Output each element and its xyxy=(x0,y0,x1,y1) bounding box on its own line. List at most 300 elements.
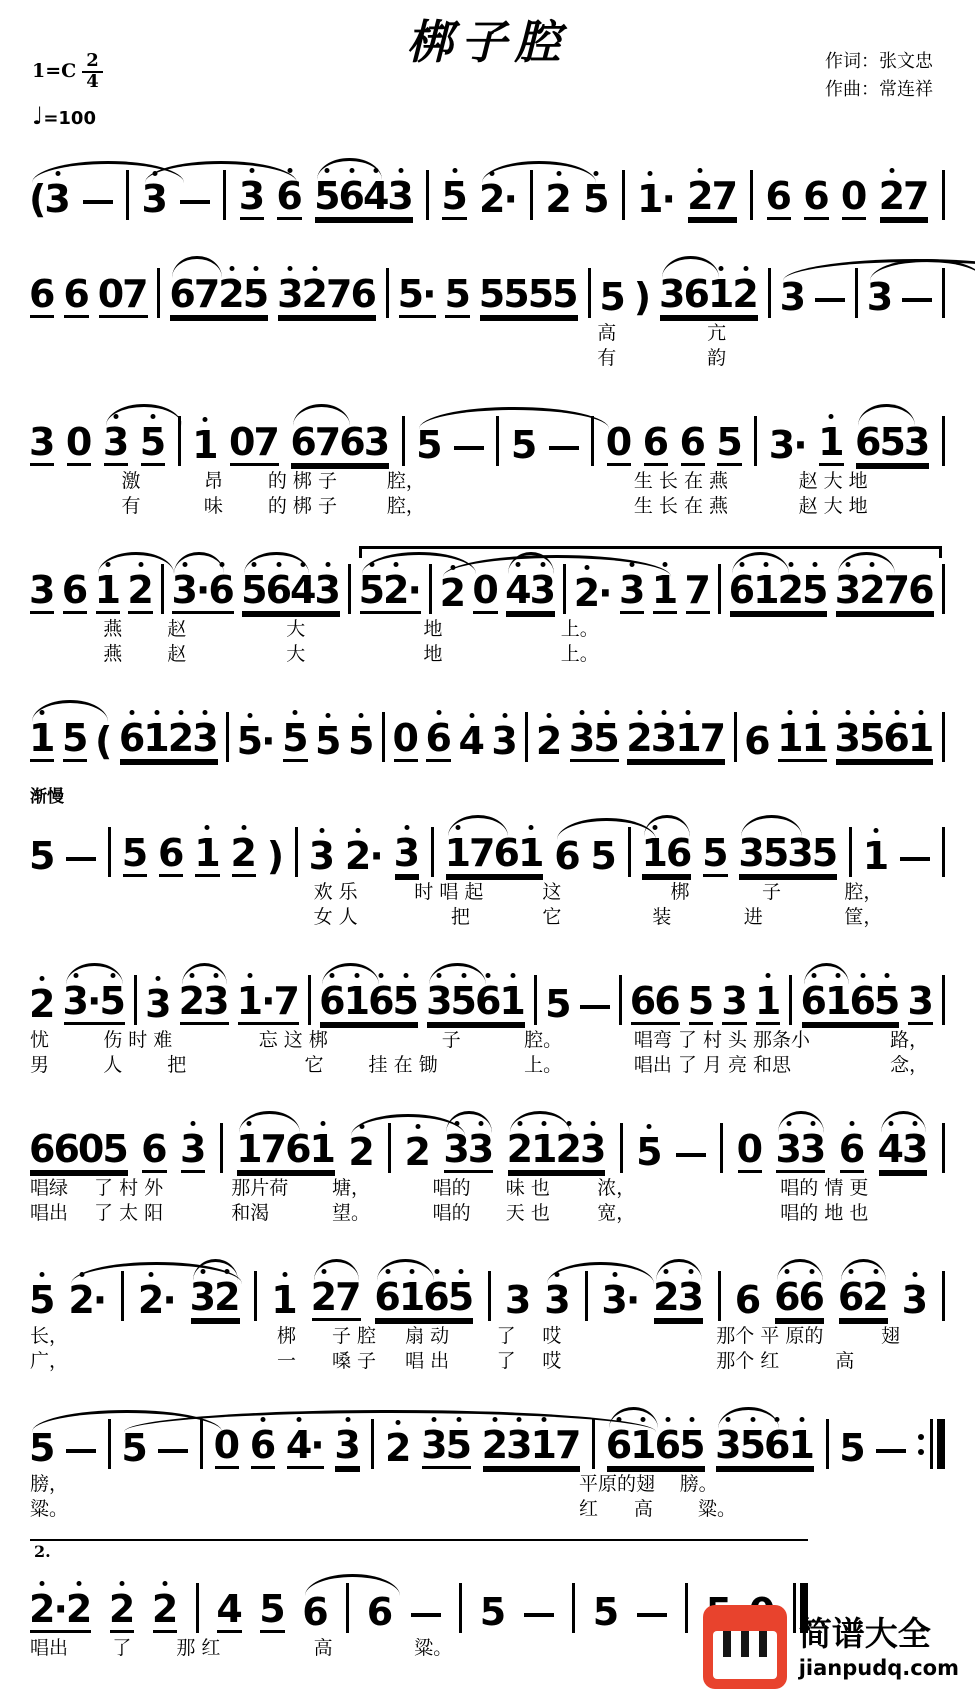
note-token: 5 6 4 3 xyxy=(315,177,413,220)
lyric-segment: 赵 大 地 xyxy=(798,495,868,517)
lyric-segment: 广， xyxy=(30,1350,69,1372)
note-token: 2 7 xyxy=(312,1278,361,1321)
barline xyxy=(226,712,229,762)
note-token: 6 xyxy=(29,272,56,316)
lyric-segment: 把 xyxy=(167,1054,187,1076)
note-token: 1 xyxy=(30,719,54,762)
note-token: 2 · xyxy=(344,834,384,878)
note-token: 5 xyxy=(599,275,626,319)
lyric-segment: 了 村 外 xyxy=(94,1177,164,1199)
lyric-segment: 时 唱 起 xyxy=(414,881,484,903)
note-token: 2 1 2 3 xyxy=(508,1130,606,1173)
note-token: 3 xyxy=(145,982,172,1026)
notes-row xyxy=(30,1243,945,1321)
lyric-segment: 腔， xyxy=(386,495,425,517)
lyric-row xyxy=(30,1469,945,1494)
lyric-segment: 生 长 在 燕 xyxy=(633,470,729,492)
note-token: 3 5 xyxy=(568,716,620,760)
lyric-segment: 进 xyxy=(743,906,763,928)
note-token: 0 xyxy=(213,1423,241,1467)
barline xyxy=(942,827,945,877)
lyric-segment: 的 梆 子 xyxy=(267,470,337,492)
lyric-segment: 那片荷 xyxy=(231,1177,289,1199)
note-token: 2 7 xyxy=(687,174,739,218)
note-token: 2 xyxy=(441,574,465,614)
lyric-segment: 唱的 xyxy=(432,1177,471,1199)
barline xyxy=(942,564,945,614)
barline xyxy=(134,975,137,1025)
note-token xyxy=(876,1449,906,1469)
note-token: 5 xyxy=(315,719,342,763)
barline xyxy=(718,564,721,614)
note-token: 5 xyxy=(29,1278,56,1322)
lyric-segment: 那 红 xyxy=(176,1637,221,1659)
note-token: 4 3 xyxy=(506,571,555,614)
barline xyxy=(108,827,111,877)
barline xyxy=(942,1123,945,1173)
note-token: 5 xyxy=(545,982,572,1026)
note-token: 3 xyxy=(104,423,128,466)
score xyxy=(30,142,945,1658)
lyric-segment: 唱出 了 月 亮 和思 xyxy=(633,1054,792,1076)
note-token: 3 5 6 1 xyxy=(834,716,935,760)
note-token: 5 xyxy=(30,1429,54,1469)
note-token: 2 xyxy=(545,177,572,221)
note-token xyxy=(815,298,845,318)
note-token: 6 5 3 xyxy=(856,423,929,466)
barline xyxy=(718,1271,721,1321)
notes-row xyxy=(30,142,945,220)
note-token: 3 xyxy=(721,979,748,1023)
lyric-segment: 激 xyxy=(121,470,141,492)
lyric-row xyxy=(30,1173,945,1198)
note-token: 3 5 3 5 xyxy=(739,834,837,877)
note-token: 6 2 xyxy=(839,1278,888,1321)
note-token: 6 6 xyxy=(775,1278,824,1321)
barline xyxy=(942,1271,945,1321)
song-title: 梆子腔 xyxy=(406,15,569,69)
note-token: 3 2 xyxy=(191,1278,240,1321)
lyric-segment: 粱。 xyxy=(697,1498,736,1520)
lyric-segment: 腔， xyxy=(386,470,425,492)
note-token: 5 xyxy=(417,426,441,466)
lyric-segment: 把 xyxy=(450,906,470,928)
note-token: ( xyxy=(94,719,113,763)
lyric-segment: 上。 xyxy=(524,1054,563,1076)
lyric-segment: 上。 xyxy=(560,618,599,640)
note-token: 0 7 xyxy=(228,420,280,464)
lyric-segment: 大 xyxy=(286,618,306,640)
lyric-segment: 唱绿 xyxy=(30,1177,69,1199)
barline xyxy=(720,1123,723,1173)
lyric-segment: 它 xyxy=(542,906,562,928)
time-signature xyxy=(82,52,103,92)
lyric-segment: 地 xyxy=(423,618,443,640)
note-token xyxy=(454,446,484,466)
barline xyxy=(572,1583,575,1633)
note-token: 6 1 6 5 xyxy=(320,982,418,1025)
note-token: 1 6 xyxy=(642,834,691,877)
note-token: 5 xyxy=(348,719,375,763)
barline xyxy=(942,170,945,220)
note-token: 6 xyxy=(679,420,706,464)
notes-row xyxy=(30,1555,808,1633)
notes-row xyxy=(30,240,945,318)
barline xyxy=(431,827,434,877)
note-token: 6 1 6 5 xyxy=(802,982,900,1025)
lyric-segment: 高 xyxy=(835,1350,855,1372)
lyric-segment: 味 xyxy=(203,495,223,517)
note-token: 0 xyxy=(392,716,419,760)
note-token: 0 xyxy=(840,174,868,218)
lyric-segment: 天 也 xyxy=(505,1202,550,1224)
barline xyxy=(789,975,792,1025)
lyric-segment: 高 xyxy=(313,1637,333,1659)
lyric-row xyxy=(30,1198,945,1223)
note-token xyxy=(902,298,932,318)
lyric-row xyxy=(30,639,945,664)
note-token: 7 xyxy=(684,568,711,612)
footer-watermark xyxy=(703,1605,959,1689)
lyric-segment: 念， xyxy=(890,1054,929,1076)
barline xyxy=(308,975,311,1025)
note-token: 3 · xyxy=(768,423,808,467)
meter-denominator: 4 xyxy=(86,70,99,92)
note-token xyxy=(549,446,579,466)
lyric-segment: 红 xyxy=(579,1498,599,1520)
music-system xyxy=(30,240,945,368)
note-token: 3 xyxy=(393,831,421,875)
lyric-segment: 唱的 地 也 xyxy=(780,1202,869,1224)
note-token: 3 · xyxy=(601,1278,641,1322)
note-token xyxy=(158,1449,188,1469)
header xyxy=(0,0,975,142)
note-token: 5 xyxy=(122,1429,146,1469)
note-token: 5 xyxy=(441,174,468,218)
lyric-segment: 唱的 情 更 xyxy=(780,1177,869,1199)
note-token: 2 xyxy=(404,1130,431,1174)
note-token: 2 xyxy=(385,1426,412,1470)
lyric-segment: 伤 时 难 xyxy=(103,1029,173,1051)
note-token: 1 xyxy=(96,571,120,614)
barline xyxy=(534,975,537,1025)
music-system xyxy=(30,142,945,220)
lyric-segment: 这 xyxy=(542,881,562,903)
barline xyxy=(525,712,528,762)
note-token xyxy=(676,1153,706,1173)
lyric-row xyxy=(30,877,945,902)
note-token: 1 xyxy=(651,568,679,612)
lyric-segment: 它 xyxy=(304,1054,324,1076)
note-token: 1 xyxy=(192,423,219,467)
note-token: 1 · 7 xyxy=(236,979,300,1023)
lyric-segment: 哎 xyxy=(542,1350,562,1372)
lyric-segment: 有 xyxy=(121,495,141,517)
note-token: 6 xyxy=(765,174,792,218)
lyric-segment: 有 xyxy=(597,347,617,369)
note-token: 3 xyxy=(334,1423,361,1467)
lyric-segment: 唱出 xyxy=(30,1637,69,1659)
note-token xyxy=(580,1005,610,1025)
note-token: 4 · xyxy=(285,1423,325,1467)
note-token: 3 3 xyxy=(444,1130,493,1173)
note-token: 6 xyxy=(249,1423,277,1467)
note-token: 2 · 2 xyxy=(29,1587,93,1631)
lyric-row xyxy=(30,318,945,343)
lyric-segment: 筐， xyxy=(844,906,883,928)
lyric-segment: 翅 xyxy=(880,1325,900,1347)
notes-row xyxy=(30,947,945,1025)
composer: 作曲：常连祥 xyxy=(825,78,933,100)
note-token: 6 xyxy=(366,1590,394,1634)
music-system xyxy=(30,1243,945,1371)
lyric-segment: 子 xyxy=(441,1029,461,1051)
lyric-segment: 宽， xyxy=(597,1202,636,1224)
lyric-segment: 平原的翅 xyxy=(579,1473,656,1495)
note-token: 2 3 xyxy=(654,1278,703,1321)
lyric-segment: 腔， xyxy=(844,881,883,903)
note-token: 5 xyxy=(702,831,729,875)
note-token: 3 2 7 6 xyxy=(836,571,934,614)
piano-logo-icon xyxy=(703,1605,787,1689)
note-token: 6 xyxy=(555,837,579,877)
lyric-segment: 扇 动 xyxy=(405,1325,450,1347)
lyric-segment: 了 xyxy=(112,1637,132,1659)
note-token: 5 6 4 3 xyxy=(242,571,340,614)
note-token: 6 xyxy=(838,1127,866,1171)
lyric-segment: 了 太 阳 xyxy=(94,1202,164,1224)
lyric-row xyxy=(30,902,945,927)
note-token: 5 xyxy=(444,272,471,316)
note-token: 6 xyxy=(303,1593,327,1633)
note-token: 2 xyxy=(535,719,563,763)
lyric-segment: 了 xyxy=(496,1350,516,1372)
note-token: 5 xyxy=(259,1587,286,1631)
music-system xyxy=(30,1095,945,1223)
note-token: 3 xyxy=(618,568,646,612)
lyric-row xyxy=(30,491,945,516)
lyric-segment: 男 xyxy=(30,1054,50,1076)
lyric-segment: 和渴 xyxy=(231,1202,270,1224)
barline xyxy=(459,1583,462,1633)
note-token: 6 xyxy=(744,719,771,763)
note-token: 1 1 xyxy=(777,716,828,760)
barline xyxy=(488,1271,491,1321)
credits xyxy=(825,48,933,104)
lyric-segment: 塘， xyxy=(331,1177,370,1199)
note-token: 5 xyxy=(583,177,610,221)
note-token: 5 xyxy=(592,1590,620,1634)
lyric-segment: 高 xyxy=(597,322,617,344)
note-token: 3 5 6 1 xyxy=(716,1426,814,1469)
note-token: 5 5 5 5 xyxy=(478,272,579,316)
note-token: 2 xyxy=(349,1133,373,1173)
barline xyxy=(685,1583,688,1633)
barline xyxy=(942,416,945,466)
note-token: 3 6 1 2 xyxy=(660,275,758,318)
barline xyxy=(826,1419,829,1469)
music-system xyxy=(30,782,945,927)
note-token: 6 1 2 3 xyxy=(118,716,219,760)
note-token: 3 xyxy=(907,979,934,1023)
lyric-segment: 望。 xyxy=(331,1202,370,1224)
lyric-segment: 路， xyxy=(890,1029,929,1051)
note-token: 2 · xyxy=(69,1281,106,1321)
barline xyxy=(220,1123,223,1173)
lyric-row xyxy=(30,343,945,368)
lyric-row xyxy=(30,1025,945,1050)
note-token: 6 xyxy=(63,272,90,316)
piano-keys-icon xyxy=(713,1631,777,1679)
lyric-segment: 高 xyxy=(633,1498,653,1520)
barline xyxy=(768,268,771,318)
note-token: 5 xyxy=(590,834,617,878)
note-token: 5 xyxy=(29,834,56,878)
note-token: 5 xyxy=(636,1130,663,1174)
barline xyxy=(402,416,405,466)
barline xyxy=(196,1583,199,1633)
barline xyxy=(295,827,298,877)
lyric-segment: 装 xyxy=(652,906,672,928)
key-label: 1=C xyxy=(32,59,77,82)
lyric-row xyxy=(30,1494,945,1519)
repeat-dots xyxy=(918,1434,924,1455)
key-signature xyxy=(32,52,103,92)
barline xyxy=(942,712,945,762)
note-token: 2 xyxy=(127,568,154,612)
note-token: 5 xyxy=(839,1426,866,1470)
note-token: 1 xyxy=(862,834,890,878)
note-token: 0 xyxy=(605,420,633,464)
note-token: 5 xyxy=(61,716,89,760)
note-token: 6 xyxy=(642,420,670,464)
barline xyxy=(254,1271,257,1321)
lyric-segment: 腔。 xyxy=(524,1029,563,1051)
lyric-segment: 粱。 xyxy=(414,1637,453,1659)
note-token xyxy=(66,857,96,877)
lyric-segment: 欢 乐 xyxy=(313,881,358,903)
lyric-segment: 唱出 xyxy=(30,1202,69,1224)
lyric-segment: 上。 xyxy=(560,643,599,665)
barline xyxy=(620,1123,623,1173)
tempo-value: =100 xyxy=(43,108,96,129)
note-token: 3 xyxy=(143,180,167,220)
lyric-segment: 味 也 xyxy=(505,1177,550,1199)
note-token: 6 1 6 5 xyxy=(375,1278,473,1321)
notes-row xyxy=(30,799,945,877)
lyric-row xyxy=(30,614,945,639)
lyric-row xyxy=(30,1346,945,1371)
repeat-barline xyxy=(918,1419,945,1469)
lyric-segment: 人 xyxy=(103,1054,123,1076)
lyric-segment: 粱。 xyxy=(30,1498,69,1520)
note-token: 3 · 6 xyxy=(172,571,233,614)
note-token xyxy=(180,200,210,220)
barline xyxy=(754,416,757,466)
note-token: 4 xyxy=(458,719,485,763)
lyric-segment: 子 xyxy=(762,881,782,903)
note-token: 2 · xyxy=(137,1278,177,1322)
note-token: 2 · xyxy=(480,180,517,220)
lyric-segment: 浓， xyxy=(597,1177,636,1199)
notes-row xyxy=(30,1391,945,1469)
quarter-note-icon: ♩ xyxy=(32,102,44,130)
barline xyxy=(622,170,625,220)
note-token: 3 xyxy=(901,1278,929,1322)
note-token: 6 xyxy=(276,174,303,218)
note-token: 1 7 6 1 xyxy=(237,1130,335,1173)
lyric-segment: 忘 这 梆 xyxy=(258,1029,328,1051)
music-system xyxy=(30,388,945,516)
note-token: 6 xyxy=(803,174,830,218)
note-token: 6 7 2 5 xyxy=(170,275,268,318)
note-token: 5 xyxy=(479,1590,507,1634)
barline xyxy=(386,268,389,318)
note-token: 0 xyxy=(736,1127,764,1171)
note-token: 2 · xyxy=(573,571,613,615)
note-token: 2 3 1 7 xyxy=(626,716,727,760)
note-token: 2 7 xyxy=(878,174,930,218)
lyric-row xyxy=(30,1321,945,1346)
lyric-segment: 那个 红 xyxy=(716,1350,780,1372)
note-token: 5 xyxy=(510,423,538,467)
lyric-segment: 赵 xyxy=(167,643,187,665)
note-token: 3 2 7 6 xyxy=(277,272,377,316)
note-token: 1 7 6 1 xyxy=(446,834,544,877)
music-system xyxy=(30,684,945,762)
note-token: 5 xyxy=(139,420,167,464)
note-token: 3 xyxy=(29,420,56,464)
note-token: 3 xyxy=(179,1127,207,1171)
note-token: 3 xyxy=(29,568,56,612)
note-token: 2 xyxy=(151,1587,179,1631)
music-system xyxy=(30,536,945,664)
lyricist: 作词：张文忠 xyxy=(825,51,933,72)
note-token: 0 7 xyxy=(97,272,149,316)
notes-row xyxy=(30,1095,945,1173)
music-system xyxy=(30,1391,945,1519)
tempo-marking xyxy=(32,102,96,130)
meter-numerator: 2 xyxy=(82,52,103,73)
barline xyxy=(619,975,622,1025)
note-token: 3 3 xyxy=(776,1130,825,1173)
note-token: ) xyxy=(633,275,652,319)
notes-row xyxy=(30,536,945,614)
lyric-segment: 赵 大 地 xyxy=(798,470,868,492)
lyric-segment: 哎 xyxy=(542,1325,562,1347)
note-token: 5 · xyxy=(397,272,437,316)
lyric-row xyxy=(30,1050,945,1075)
note-token: 3 · 5 xyxy=(64,982,125,1025)
note-token: 6 7 6 3 xyxy=(291,423,389,466)
note-token: 2 xyxy=(230,831,257,875)
note-token xyxy=(66,1449,96,1469)
note-token: 4 xyxy=(216,1587,243,1631)
lyric-segment: 忧 xyxy=(30,1029,50,1051)
barline xyxy=(348,564,351,614)
lyric-segment: 嗓 子 xyxy=(331,1350,376,1372)
note-token: 6 6 xyxy=(629,979,681,1023)
note-token: 3 xyxy=(504,1278,532,1322)
lyric-segment: 膀， xyxy=(30,1473,69,1495)
volta-bracket: 2. xyxy=(30,1539,808,1561)
brand-box xyxy=(799,1613,959,1681)
notes-row xyxy=(30,684,945,762)
lyric-segment: 地 xyxy=(423,643,443,665)
note-token: 3 5 6 1 xyxy=(427,982,525,1025)
note-token: 6 6 0 5 xyxy=(29,1127,129,1171)
barline xyxy=(849,827,852,877)
